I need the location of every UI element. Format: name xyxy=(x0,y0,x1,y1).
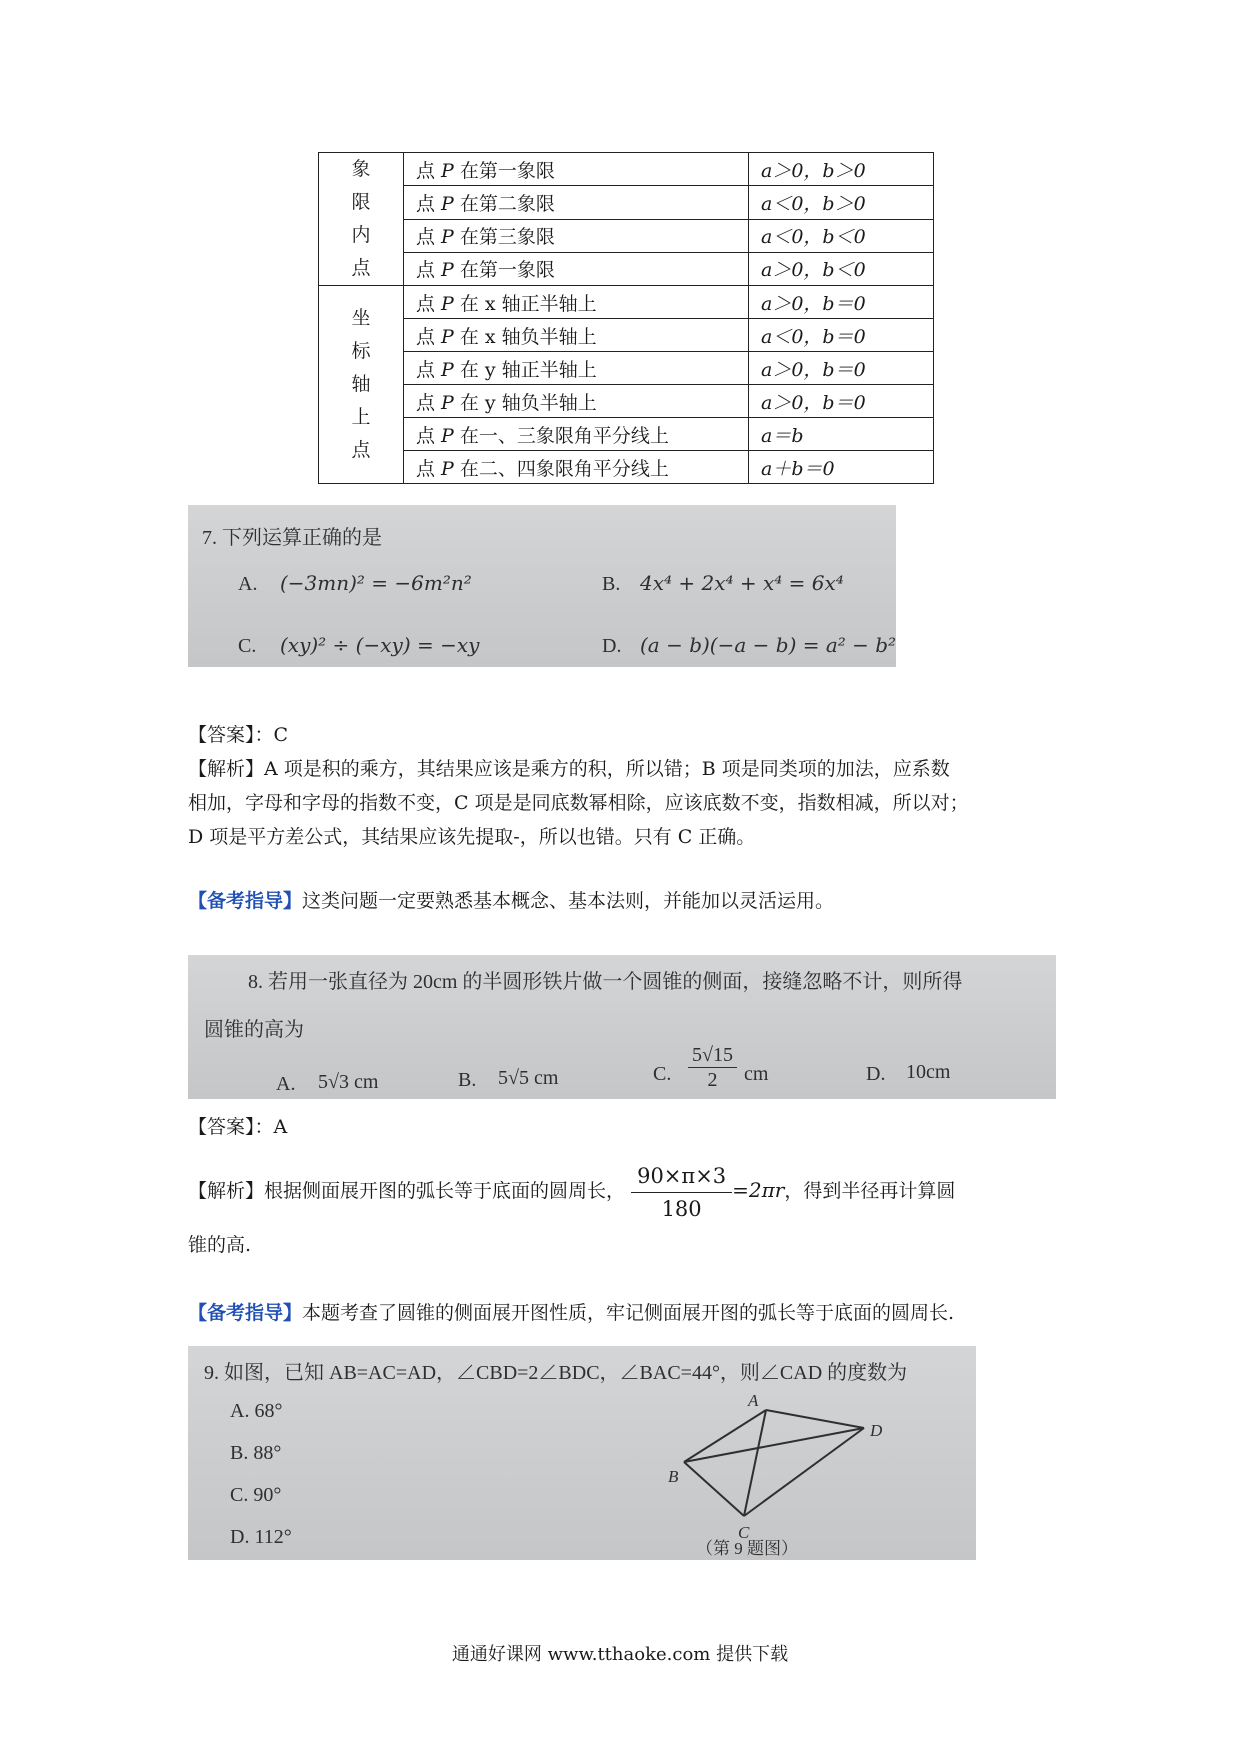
answer-7 xyxy=(188,718,288,752)
guide-text: 本题考查了圆锥的侧面展开图性质，牢记侧面展开图的弧长等于底面的圆周长. xyxy=(302,1302,955,1324)
condition-pre: 点 xyxy=(416,159,442,182)
option-b-label: B. xyxy=(602,573,621,595)
value-cell: a＜0，b＜0 xyxy=(749,219,934,252)
condition-pre: 点 xyxy=(416,192,442,215)
table-row xyxy=(319,153,934,186)
analysis-line-2: 相加，字母和字母的指数不变，C 项是是同底数幂相除，应该底数不变，指数相减，所以对； xyxy=(188,792,969,814)
condition-pre: 点 xyxy=(416,391,442,414)
group-label-char: 坐 xyxy=(351,307,371,329)
option-b-value: 5√5 cm xyxy=(498,1067,559,1089)
condition-var: P xyxy=(441,391,454,414)
condition-cell xyxy=(404,451,749,484)
condition-cell xyxy=(404,385,749,418)
condition-post: 在第一象限 xyxy=(453,259,555,282)
option-d-value: 10cm xyxy=(906,1061,951,1083)
condition-var: P xyxy=(441,159,454,182)
page-footer: 通通好课网 www.tthaoke.com 提供下载 xyxy=(451,1644,789,1665)
condition-var: P xyxy=(441,259,454,282)
condition-pre: 点 xyxy=(416,325,442,348)
table-row xyxy=(319,252,934,285)
group-label-char: 轴 xyxy=(351,373,371,395)
fraction-rhs: =2πr xyxy=(732,1178,785,1202)
condition-cell xyxy=(404,352,749,385)
question-8-image xyxy=(188,955,1056,1099)
option-b: B. 88° xyxy=(230,1442,282,1464)
group-label xyxy=(319,286,404,484)
condition-pre: 点 xyxy=(416,226,442,249)
table-row xyxy=(319,319,934,352)
condition-pre: 点 xyxy=(416,358,442,381)
value-cell: a＞0，b＞0 xyxy=(749,153,934,186)
group-label-char: 点 xyxy=(351,257,371,279)
analysis-line-3: D 项是平方差公式，其结果应该先提取-，所以也错。只有 C 正确。 xyxy=(188,826,756,848)
answer-value: ：A xyxy=(254,1116,288,1138)
analysis-7 xyxy=(188,752,969,854)
option-d-label: D. xyxy=(602,635,622,657)
condition-var: P xyxy=(441,325,454,348)
table-row xyxy=(319,451,934,484)
condition-var: P xyxy=(441,226,454,249)
group-label-char: 内 xyxy=(351,224,371,246)
option-c-numerator: 5√15 xyxy=(688,1043,737,1068)
analysis-8-line-2: 锥的高. xyxy=(188,1234,252,1256)
option-c-unit: cm xyxy=(744,1063,769,1085)
condition-var: P xyxy=(441,424,454,447)
condition-cell xyxy=(404,418,749,451)
analysis-tag: 【解析】 xyxy=(188,1180,265,1202)
guide-tag: 【备考指导】 xyxy=(188,1302,303,1324)
table-row xyxy=(319,219,934,252)
condition-cell xyxy=(404,252,749,285)
value-cell: a＋b＝0 xyxy=(749,451,934,484)
guide-text: 这类问题一定要熟悉基本概念、基本法则，并能加以灵活运用。 xyxy=(302,890,835,912)
condition-var: P xyxy=(441,192,454,215)
point-a-label: A xyxy=(748,1391,759,1410)
group-label-char: 限 xyxy=(351,191,371,213)
condition-var: P xyxy=(441,358,454,381)
condition-pre: 点 xyxy=(416,424,442,447)
question-8-stem-line-1: 8. 若用一张直径为 20cm 的半圆形铁片做一个圆锥的侧面，接缝忽略不计，则所得 xyxy=(248,971,963,993)
segment-ac xyxy=(744,1410,766,1516)
segment-cd xyxy=(744,1428,864,1516)
condition-cell xyxy=(404,286,749,319)
answer-tag: 【答案】 xyxy=(188,724,255,746)
group-label xyxy=(319,153,404,286)
group-label-char: 标 xyxy=(351,340,371,362)
option-c-denominator: 2 xyxy=(707,1069,718,1091)
table-row xyxy=(319,385,934,418)
option-c-label: C. xyxy=(653,1063,672,1085)
option-c-expr: (xy)² ÷ (−xy) = −xy xyxy=(280,633,480,657)
analysis-line-1: A 项是积的乘方，其结果应该是乘方的积，所以错；B 项是同类项的加法，应系数 xyxy=(264,758,950,780)
condition-post: 在 x 轴正半轴上 xyxy=(453,292,597,315)
figure-caption: （第 9 题图） xyxy=(696,1539,798,1558)
quadrant-table xyxy=(318,152,934,484)
question-7-image xyxy=(188,505,896,667)
table-row xyxy=(319,418,934,451)
quadrilateral-figure xyxy=(188,1346,976,1560)
value-cell: a＜0，b＝0 xyxy=(749,319,934,352)
option-a-value: 5√3 cm xyxy=(318,1071,379,1093)
option-d-label: D. xyxy=(866,1063,886,1085)
table-row xyxy=(319,186,934,219)
condition-post: 在 x 轴负半轴上 xyxy=(453,325,597,348)
point-b-label: B xyxy=(668,1467,679,1486)
option-c-fraction xyxy=(688,1043,737,1092)
option-d: D. 112° xyxy=(230,1526,292,1548)
arc-length-fraction xyxy=(631,1162,732,1223)
condition-pre: 点 xyxy=(416,457,442,480)
condition-cell xyxy=(404,219,749,252)
table-row xyxy=(319,286,934,319)
option-c-label: C. xyxy=(238,635,257,657)
value-cell: a＞0，b＝0 xyxy=(749,286,934,319)
condition-pre: 点 xyxy=(416,259,442,282)
condition-post: 在第三象限 xyxy=(453,226,555,249)
value-cell: a＞0，b＜0 xyxy=(749,252,934,285)
point-d-label: D xyxy=(870,1421,883,1440)
condition-var: P xyxy=(441,292,454,315)
segment-bc xyxy=(684,1462,744,1516)
condition-post: 在二、四象限角平分线上 xyxy=(453,457,669,480)
answer-8 xyxy=(188,1110,287,1144)
answer-value: ：C xyxy=(254,724,289,746)
condition-post: 在 y 轴正半轴上 xyxy=(453,358,597,381)
option-c: C. 90° xyxy=(230,1484,282,1506)
condition-post: 在 y 轴负半轴上 xyxy=(453,391,597,414)
group-label-char: 象 xyxy=(351,158,371,180)
value-cell: a＞0，b＝0 xyxy=(749,352,934,385)
group-label-char: 上 xyxy=(351,406,371,428)
segment-ad xyxy=(766,1410,864,1428)
guide-tag: 【备考指导】 xyxy=(188,890,303,912)
analysis-text-tail: ，得到半径再计算圆 xyxy=(784,1180,956,1202)
guide-7 xyxy=(188,884,834,918)
option-a-label: A. xyxy=(238,573,258,595)
condition-pre: 点 xyxy=(416,292,442,315)
condition-post: 在第二象限 xyxy=(453,192,555,215)
option-a: A. 68° xyxy=(230,1400,283,1422)
option-b-expr: 4x⁴ + 2x⁴ + x⁴ = 6x⁴ xyxy=(640,571,844,595)
condition-cell xyxy=(404,153,749,186)
option-a-expr: (−3mn)² = −6m²n² xyxy=(280,571,472,595)
question-8-stem-line-2: 圆锥的高为 xyxy=(204,1019,304,1041)
condition-cell xyxy=(404,186,749,219)
option-d-expr: (a − b)(−a − b) = a² − b² xyxy=(640,633,896,657)
value-cell: a＜0，b＞0 xyxy=(749,186,934,219)
value-cell: a＝b xyxy=(749,418,934,451)
question-7-stem: 7. 下列运算正确的是 xyxy=(202,527,382,549)
fraction-numerator: 90×π×3 xyxy=(631,1162,732,1193)
group-label-char: 点 xyxy=(351,439,371,461)
question-9-stem: 9. 如图，已知 AB=AC=AD，∠CBD=2∠BDC，∠BAC=44°，则∠CAD 的度数为 xyxy=(204,1362,908,1384)
point-c-label: C xyxy=(738,1523,750,1542)
analysis-tag: 【解析】 xyxy=(188,758,265,780)
condition-cell xyxy=(404,319,749,352)
option-a-label: A. xyxy=(276,1073,296,1095)
table-row xyxy=(319,352,934,385)
question-9-image xyxy=(188,1346,976,1560)
condition-post: 在一、三象限角平分线上 xyxy=(453,424,669,447)
condition-var: P xyxy=(441,457,454,480)
answer-tag: 【答案】 xyxy=(188,1116,255,1138)
option-b-label: B. xyxy=(458,1069,477,1091)
analysis-8 xyxy=(188,1160,955,1223)
fraction-denominator: 180 xyxy=(661,1196,702,1221)
value-cell: a＞0，b＝0 xyxy=(749,385,934,418)
condition-post: 在第一象限 xyxy=(453,159,555,182)
analysis-text: 根据侧面展开图的弧长等于底面的圆周长， xyxy=(264,1180,626,1202)
guide-8 xyxy=(188,1296,954,1330)
